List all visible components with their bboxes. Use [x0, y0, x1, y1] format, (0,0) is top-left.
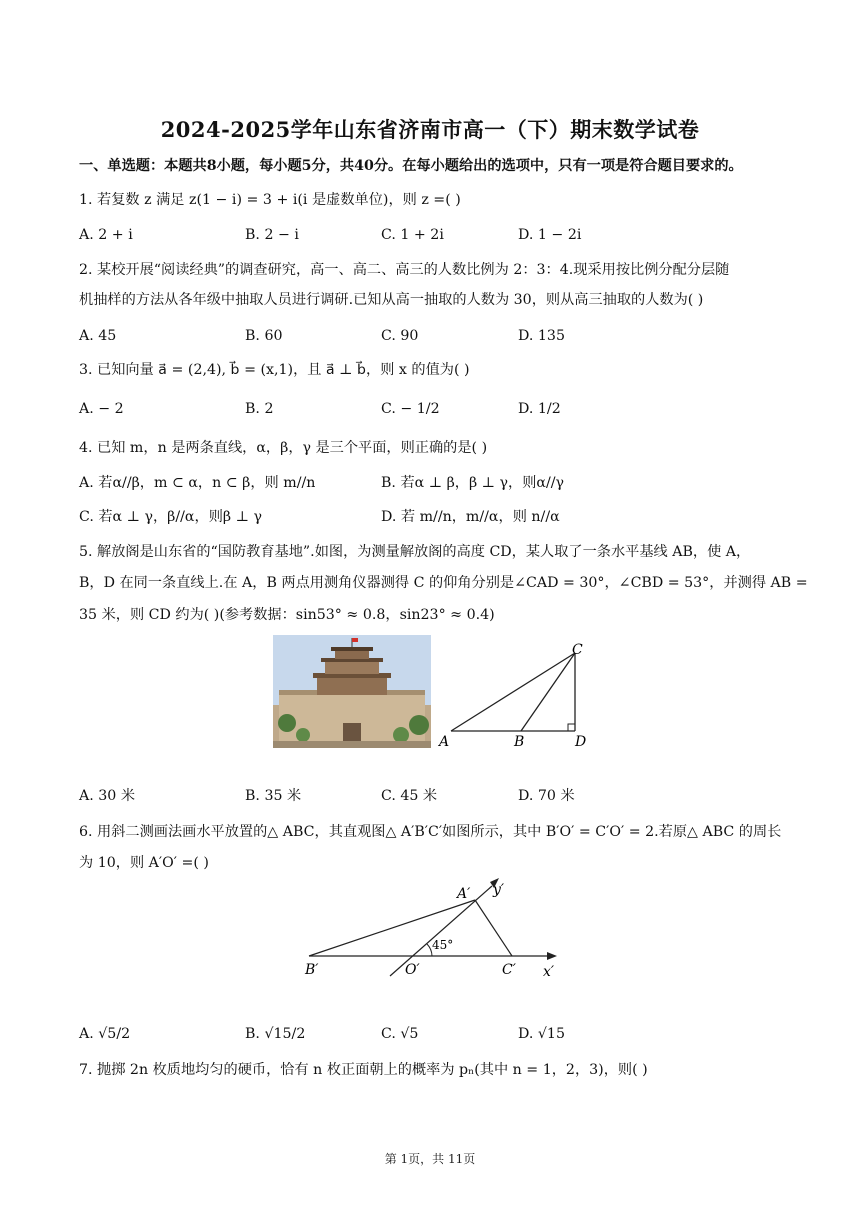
q5-option-b: B. 35 米 — [245, 788, 302, 804]
fig6-label-b: B′ — [305, 962, 319, 978]
question-6-stem-line1: 6. 用斜二测画法画水平放置的△ ABC，其直观图△ A′B′C′如图所示，其中 B′O′ = C′O′ = 2.若原△ ABC 的周长 — [79, 824, 782, 840]
question-2-stem-line1: 2. 某校开展“阅读经典”的调查研究，高一、高二、高三的人数比例为 2：3：4.现采用按比例分配分层随 — [79, 262, 730, 278]
pavilion-photo — [273, 635, 431, 748]
fig5-label-c: C — [572, 642, 583, 658]
question-4-stem: 4. 已知 m，n 是两条直线，α，β，γ 是三个平面，则正确的是( ) — [79, 440, 488, 456]
q1-option-c: C. 1 + 2i — [381, 227, 444, 243]
q4-option-c: C. 若α ⊥ γ，β//α，则β ⊥ γ — [79, 509, 262, 525]
question-3-stem: 3. 已知向量 a⃗ = (2,4), b⃗ = (x,1)，且 a⃗ ⊥ b⃗，则 x 的值为( ) — [79, 362, 470, 378]
q1-option-b: B. 2 − i — [245, 227, 299, 243]
question-7-stem: 7. 抛掷 2n 枚质地均匀的硬币，恰有 n 枚正面朝上的概率为 pₙ(其中 n = 1，2，3)，则( ) — [79, 1062, 648, 1078]
fig6-label-c: C′ — [502, 962, 516, 978]
fig6-label-a: A′ — [457, 886, 471, 902]
q2-option-a: A. 45 — [79, 328, 117, 344]
q3-option-c: C. − 1/2 — [381, 401, 440, 417]
fig5-label-d: D — [575, 734, 587, 750]
q2-option-d: D. 135 — [518, 328, 565, 344]
q1-option-d: D. 1 − 2i — [518, 227, 582, 243]
q1-option-a: A. 2 + i — [79, 227, 133, 243]
question-6-stem-line2: 为 10，则 A′O′ =( ) — [79, 855, 209, 871]
q6-option-a: A. √5/2 — [79, 1026, 131, 1042]
question-5-stem-line2: B，D 在同一条直线上.在 A，B 两点用测角仪器测得 C 的仰角分别是∠CAD = 30°，∠CBD = 53°，并测得 AB = — [79, 575, 808, 591]
q6-option-b: B. √15/2 — [245, 1026, 306, 1042]
q3-option-a: A. − 2 — [79, 401, 124, 417]
page-footer: 第 1页，共 11页 — [384, 1152, 476, 1166]
fig5-label-a: A — [439, 734, 450, 750]
fig5-label-b: B — [514, 734, 525, 750]
q5-option-d: D. 70 米 — [518, 788, 575, 804]
q5-triangle-figure — [435, 640, 595, 752]
section-heading: 一、单选题：本题共8小题，每小题5分，共40分。在每小题给出的选项中，只有一项是符合题目要求的。 — [79, 158, 743, 174]
q2-option-b: B. 60 — [245, 328, 283, 344]
q3-option-d: D. 1/2 — [518, 401, 561, 417]
q4-option-d: D. 若 m//n，m//α，则 n//α — [381, 509, 560, 525]
question-5-stem-line3: 35 米，则 CD 约为( )(参考数据：sin53° ≈ 0.8，sin23° ≈ 0.4) — [79, 607, 495, 623]
fig6-label-o: O′ — [405, 962, 420, 978]
q3-option-b: B. 2 — [245, 401, 274, 417]
page-title: 2024-2025学年山东省济南市高一（下）期末数学试卷 — [160, 117, 700, 142]
q5-option-c: C. 45 米 — [381, 788, 438, 804]
q4-option-a: A. 若α//β，m ⊂ α，n ⊂ β，则 m//n — [79, 475, 316, 491]
q5-option-a: A. 30 米 — [79, 788, 136, 804]
question-2-stem-line2: 机抽样的方法从各年级中抽取人员进行调研.已知从高一抽取的人数为 30，则从高三抽取的人数为( ) — [79, 292, 704, 308]
q6-option-d: D. √15 — [518, 1026, 565, 1042]
q2-option-c: C. 90 — [381, 328, 419, 344]
q6-option-c: C. √5 — [381, 1026, 419, 1042]
question-5-stem-line1: 5. 解放阁是山东省的“国防教育基地”.如图，为测量解放阁的高度 CD，某人取了一条水平基线 AB，使 A， — [79, 544, 751, 560]
fig6-label-angle: 45° — [432, 938, 454, 952]
q6-oblique-figure — [295, 872, 575, 982]
question-1-stem: 1. 若复数 z 满足 z(1 − i) = 3 + i(i 是虚数单位)，则 z =( ) — [79, 192, 461, 208]
fig6-label-y: y′ — [493, 882, 505, 898]
q4-option-b: B. 若α ⊥ β，β ⊥ γ，则α//γ — [381, 475, 565, 491]
fig6-label-x: x′ — [543, 964, 555, 980]
